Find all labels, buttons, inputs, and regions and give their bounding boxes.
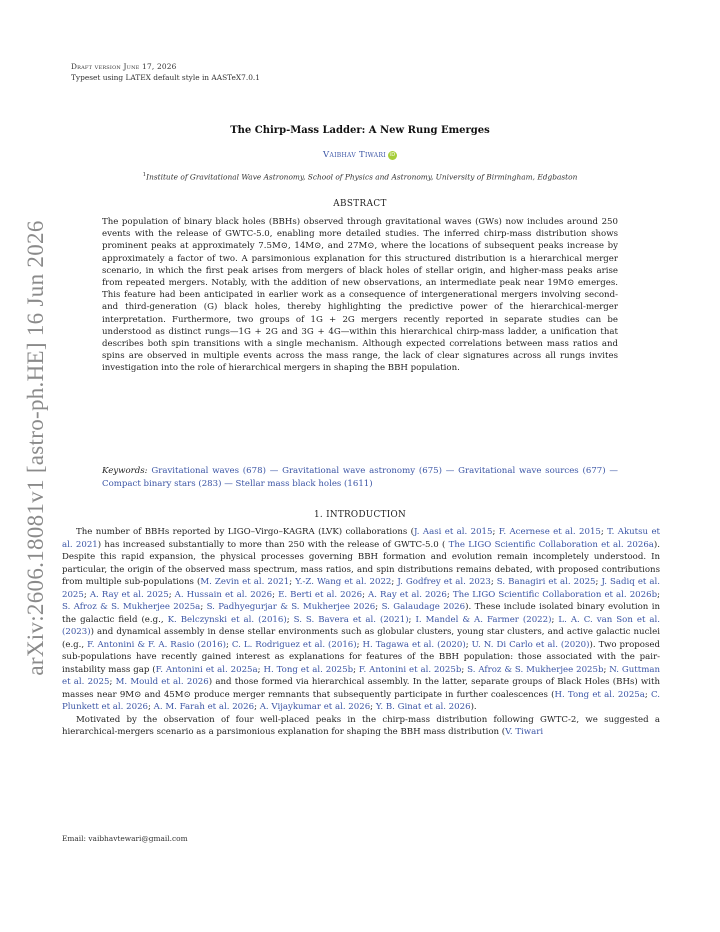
affiliation-text: Institute of Gravitational Wave Astronomy, School of Physics and Astronomy, University of Birmingham, Edgbaston: [146, 172, 578, 182]
paragraph-text: ;: [148, 702, 154, 712]
citation-link[interactable]: S. Banagiri et al. 2025: [496, 577, 596, 587]
citation-link[interactable]: V. Tiwari: [505, 727, 544, 737]
intro-paragraph-1: [62, 526, 660, 714]
orcid-icon[interactable]: iD: [389, 152, 396, 158]
citation-link[interactable]: A. Hussain et al. 2026: [174, 589, 273, 600]
citation-link[interactable]: I. Mandel & A. Farmer (2022): [415, 614, 552, 625]
paragraph-text: ;: [603, 664, 610, 675]
paragraph-text: ;: [600, 527, 608, 537]
citation-link[interactable]: J. Aasi et al. 2015: [414, 527, 493, 537]
citation-link[interactable]: S. Afroz & S. Mukherjee 2025a: [62, 602, 201, 612]
citation-link[interactable]: F. Antonini & F. A. Rasio (2016): [87, 639, 226, 650]
citation-link[interactable]: S. Padhyegurjar & S. Mukherjee 2026: [206, 602, 376, 612]
keywords-list[interactable]: Gravitational waves (678) — Gravitational wave astronomy (675) — Gravitational wave sources (677) — Compact binary stars (283) — Stellar mass black holes (1611): [102, 466, 618, 489]
paragraph-text: ;: [362, 589, 369, 600]
paragraph-text: ;: [551, 614, 559, 625]
citation-link[interactable]: H. Tong et al. 2025b: [263, 664, 354, 675]
email-footnote: Email: vaibhavtewari@gmail.com: [62, 834, 188, 843]
citation-link[interactable]: S. S. Bavera et al. (2021): [293, 614, 409, 625]
paragraph-text: ) has increased substantially to more than 250 with the release of GWTC-5.0 (: [97, 539, 446, 550]
citation-link[interactable]: The LIGO Scientific Collaboration et al. 2026a: [445, 539, 654, 550]
citation-link[interactable]: J. Godfrey et al. 2023: [397, 577, 491, 587]
paragraph-text: ) and dynamical assembly in dense stellar environments such as globular clusters, young star clusters, and active galactic nuclei (e.g.,: [62, 627, 660, 650]
paragraph-text: ;: [257, 664, 264, 675]
paragraph-text: ).: [470, 702, 477, 712]
paragraph-text: ;: [492, 527, 499, 537]
paper-title: The Chirp-Mass Ladder: A New Rung Emerges: [230, 125, 490, 136]
paragraph-text: ;: [370, 702, 376, 712]
draft-version-line: Draft version June 17, 2026: [71, 62, 177, 71]
citation-link[interactable]: F. Antonini et al. 2025b: [358, 664, 462, 675]
keywords: [102, 465, 618, 491]
citation-link[interactable]: C. L. Rodriguez et al. (2016): [231, 639, 357, 650]
paragraph-text: ;: [490, 577, 497, 587]
citation-link[interactable]: F. Acernese et al. 2015: [498, 527, 601, 537]
citation-link[interactable]: S. Afroz & S. Mukherjee 2025b: [467, 664, 604, 675]
typeset-text: Typeset using LATEX default style in AASTeX7.0.1: [71, 73, 260, 82]
citation-link[interactable]: T. Akutsu et al. 2021: [62, 527, 660, 550]
keywords-label: Keywords:: [102, 466, 148, 476]
paragraph-text: ;: [353, 664, 359, 675]
paragraph-text: ;: [375, 602, 382, 612]
arxiv-stamp[interactable]: arXiv:2606.18081v1 [astro-ph.HE] 16 Jun 2026: [23, 220, 48, 676]
citation-link[interactable]: K. Belczynski et al. (2016): [167, 614, 287, 625]
paragraph-text: ;: [461, 664, 468, 675]
paragraph-text: ). Despite this rapid expansion, the physical processes governing BBH formation and evolution remain incompletely understood. In particular, the origin of the observed mass spectrum, mass ratios, and spin distributions remains debated, with proposed contributions from multiple sub-populations (: [62, 539, 661, 587]
paragraph-text: ;: [83, 589, 90, 600]
citation-link[interactable]: J. Sadiq et al. 2025: [62, 577, 661, 600]
citation-link[interactable]: E. Berti et al. 2026: [278, 589, 363, 600]
abstract-text: The population of binary black holes (BBHs) observed through gravitational waves (GWs) now includes around 250 events with the release of GWTC-5.0, enabling more detailed studies. The inferred chirp-mass distribution shows prominent peaks at approximately 7.5M⊙, 14M⊙, and 27M⊙, where the locations of subsequent peaks increase by approximately a factor of two. A parsimonious explanation for this structured distribution is a hierarchical merger scenario, in which the first peak arises from mergers of black holes of stellar origin, and higher-mass peaks arise from repeated mergers. Notably, with the addition of new observations, an intermediate peak near 19M⊙ emerges. This feature had been anticipated in earlier work as a consequence of intergenerational mergers involving second- and third-generation (G) black holes, thereby highlighting the predictive power of the hierarchical-merger interpretation. Furthermore, two groups of 1G + 2G mergers recently reported in separate studies can be understood as distinct rungs—1G + 2G and 3G + 4G—within this hierarchical chirp-mass ladder, a unification that describes both spin transitions with a single mechanism. Although expected correlations between mass ratios and spins are observed in multiple events across the mass range, the lack of clear signatures across all rungs invites investigation into the role of hierarchical mergers in shaping the BBH population.: [102, 217, 618, 374]
typeset-line: [71, 72, 260, 83]
citation-link[interactable]: U. N. Di Carlo et al. (2020): [471, 639, 590, 650]
paragraph-text: ;: [109, 677, 116, 687]
paragraph-text: ;: [408, 614, 416, 625]
citation-link[interactable]: A. M. Farah et al. 2026: [153, 702, 255, 712]
arxiv-stamp-container: [18, 220, 54, 676]
author-line: [0, 150, 720, 160]
abstract-heading: ABSTRACT: [333, 199, 387, 209]
paragraph-text: ) and those formed via hierarchical assembly. In the latter, separate groups of Black Holes (BHs) with masses near 9M⊙ and 45M⊙ produce merger remnants that subsequently participate in further coalescences (: [62, 677, 661, 700]
citation-link[interactable]: The LIGO Scientific Collaboration et al. 2026b: [452, 589, 658, 600]
paragraph-text: ). These include isolated binary evolution in the galactic field (e.g.,: [62, 602, 660, 625]
affiliation: [0, 172, 720, 181]
citation-link[interactable]: S. Galaudage 2026: [381, 602, 466, 612]
paragraph-text: ;: [595, 577, 602, 587]
citation-link[interactable]: F. Antonini et al. 2025a: [155, 664, 258, 675]
citation-link[interactable]: M. Zevin et al. 2021: [200, 577, 290, 587]
intro-paragraph-2: [62, 714, 660, 739]
citation-link[interactable]: H. Tagawa et al. (2020): [362, 639, 466, 650]
affiliation-mark: 1: [142, 172, 147, 178]
paragraph-text: ). Two proposed sub-populations have recently gained interest as explanations for features of the BBH population: those associated with the pair-instability mass gap (: [62, 639, 660, 675]
paragraph-text: ;: [225, 639, 232, 650]
citation-link[interactable]: N. Guttman et al. 2025: [62, 664, 660, 687]
paragraph-text: ;: [272, 589, 279, 600]
paragraph-text: ;: [446, 589, 453, 600]
citation-link[interactable]: M. Mould et al. 2026: [115, 677, 209, 687]
paragraph-text: ;: [289, 577, 296, 587]
paragraph-text: ;: [286, 614, 294, 625]
introduction-body: [62, 526, 660, 739]
paragraph-text: ;: [657, 589, 660, 600]
section-heading-introduction: 1. INTRODUCTION: [313, 510, 406, 520]
paragraph-text: ;: [200, 602, 207, 612]
citation-link[interactable]: Y. B. Ginat et al. 2026: [375, 702, 471, 712]
citation-link[interactable]: A. Ray et al. 2026: [368, 589, 447, 600]
paragraph-text: ;: [254, 702, 260, 712]
citation-link[interactable]: Y.-Z. Wang et al. 2022: [295, 577, 392, 587]
paragraph-text: ;: [168, 589, 175, 600]
citation-link[interactable]: A. Ray et al. 2025: [89, 589, 169, 600]
author-name[interactable]: Vaibhav Tiwari: [323, 150, 386, 160]
paragraph-text: ;: [391, 577, 398, 587]
citation-link[interactable]: H. Tong et al. 2025a: [554, 689, 645, 700]
paragraph-text: The number of BBHs reported by LIGO–Virgo–KAGRA (LVK) collaborations (: [76, 527, 415, 537]
citation-link[interactable]: C. Plunkett et al. 2026: [62, 689, 660, 712]
paragraph-text: ;: [644, 689, 651, 700]
citation-link[interactable]: A. Vijaykumar et al. 2026: [259, 702, 371, 712]
preprint-header: [71, 61, 260, 83]
citation-link[interactable]: L. A. C. van Son et al. (2023): [62, 614, 660, 637]
paragraph-text: ;: [356, 639, 363, 650]
paragraph-text: Motivated by the observation of four well-placed peaks in the chirp-mass distribution following GWTC-2, we suggested a hierarchical-mergers scenario as a parsimonious explanation for shaping the BBH mass distribution (: [62, 714, 660, 737]
paragraph-text: ;: [465, 639, 472, 650]
